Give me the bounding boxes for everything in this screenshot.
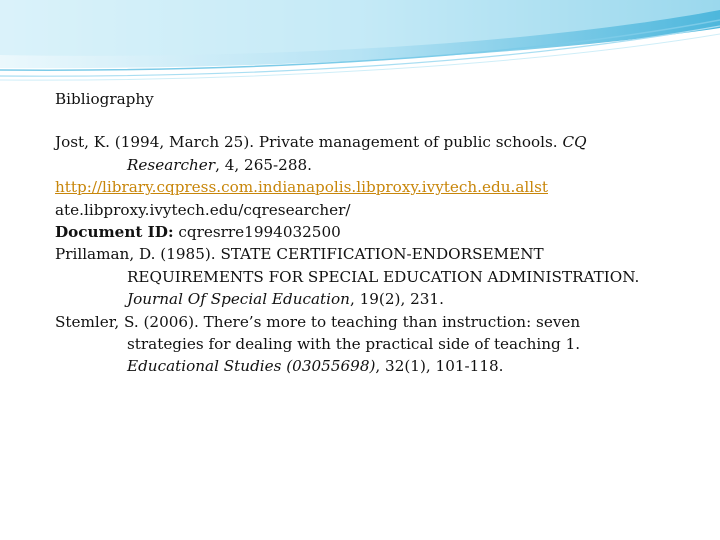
reference-source: CQ Researcher (127, 133, 587, 174)
reference-link-continuation: ate.libproxy.ivytech.edu/cqresearcher/ (55, 200, 351, 219)
document-id-label: Document ID: (55, 223, 174, 242)
reference-link[interactable]: http://library.cqpress.com.indianapolis.libproxy.ivytech.edu.allst (55, 178, 548, 197)
reference-entry (55, 311, 655, 378)
reference-text: Prillaman, D. (1985). STATE CERTIFICATION-ENDORSEMENT REQUIREMENTS FOR SPECIAL EDUCATION ADMINISTRATION. (55, 245, 640, 286)
reference-text: Jost, K. (1994, March 25). Private management of public schools. (55, 133, 563, 152)
reference-entry (55, 131, 655, 243)
reference-source: Journal Of Special Education (127, 290, 350, 309)
reference-text: Stemler, S. (2006). There’s more to teaching than instruction: seven strategies for dealing with the practical side of teaching 1. (55, 312, 581, 354)
reference-detail: , 32(1), 101-118. (375, 357, 504, 376)
reference-source: Educational Studies (03055698) (127, 357, 376, 376)
document-id: cqresrre1994032500 (173, 223, 341, 242)
bibliography-content (55, 88, 655, 378)
decorative-wave-banner (0, 0, 720, 90)
reference-detail: , 19(2), 231. (349, 290, 444, 309)
reference-entry (55, 243, 655, 310)
page-title: Bibliography (55, 90, 154, 108)
reference-detail: , 4, 265-288. (215, 155, 312, 174)
